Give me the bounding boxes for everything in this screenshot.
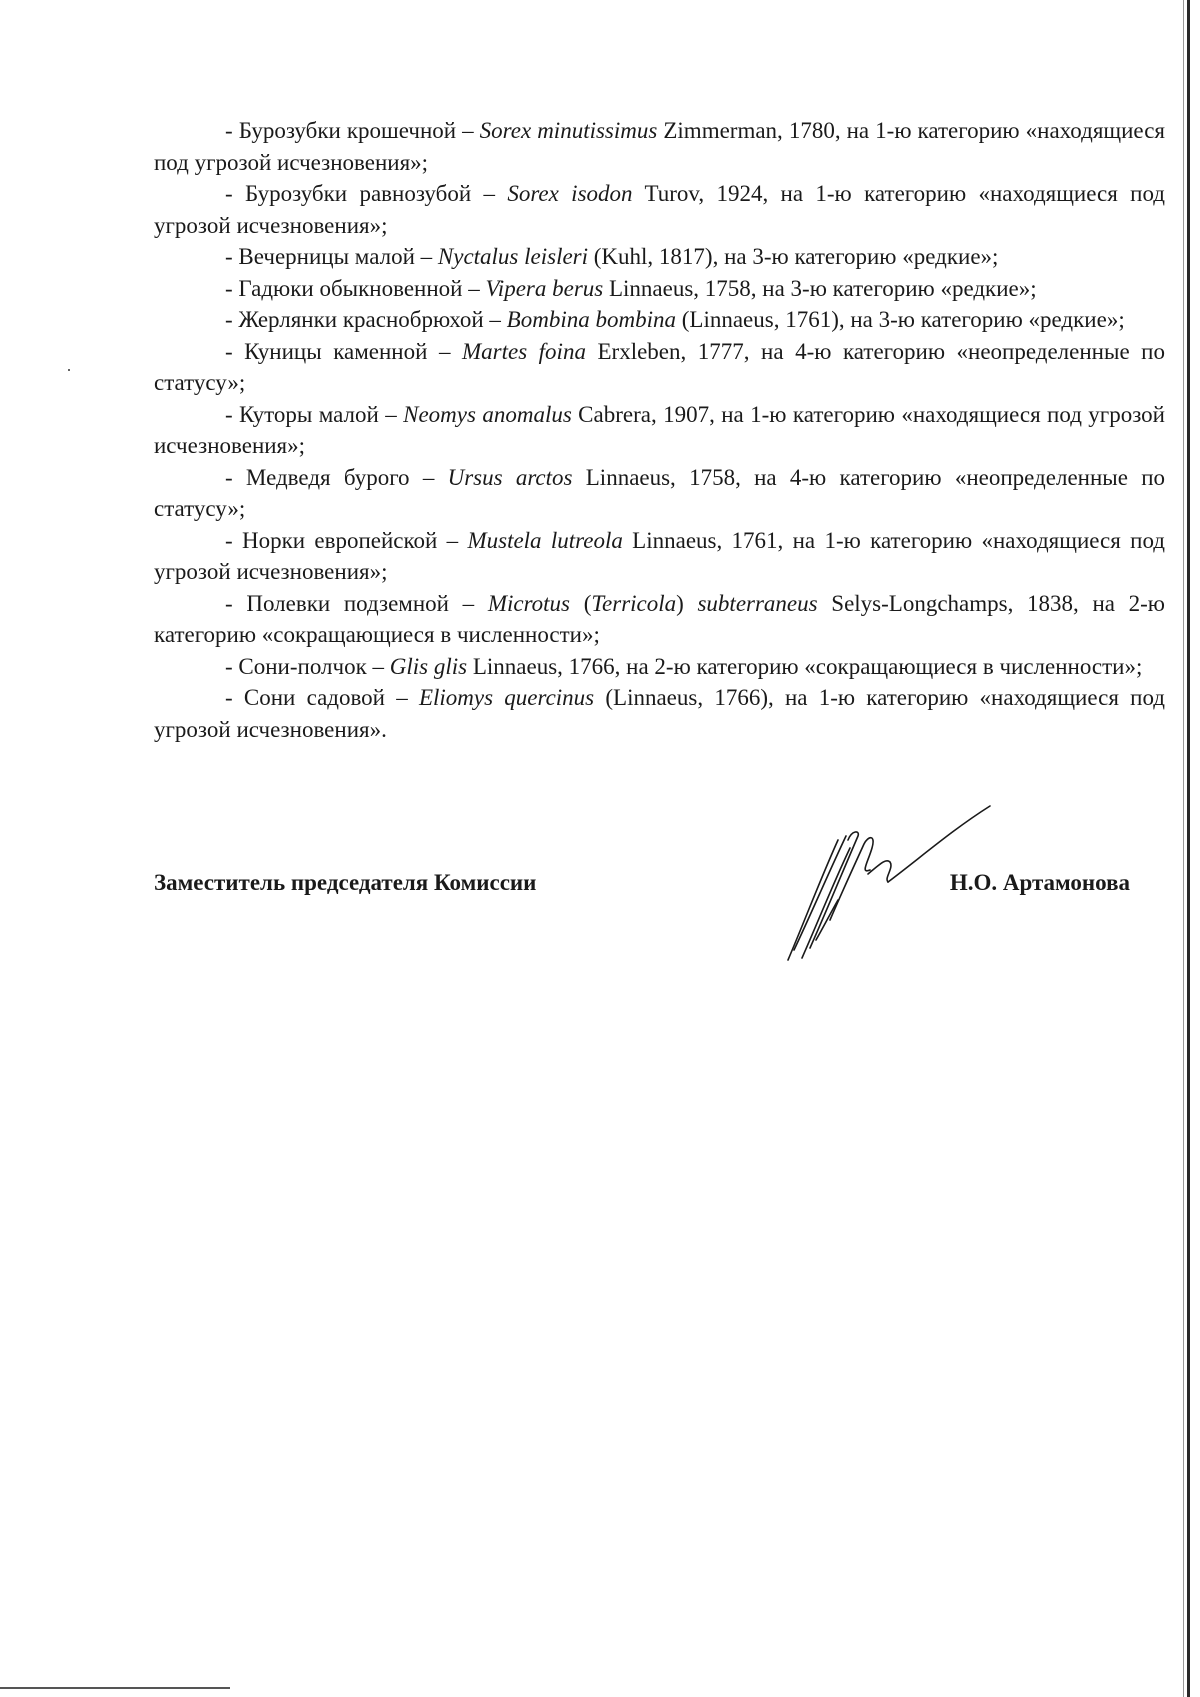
species-name-ru: - Сони садовой – (225, 685, 419, 710)
species-name-latin: Sorex isodon (507, 181, 633, 206)
signature-block (154, 870, 1165, 910)
list-item (154, 588, 1165, 651)
species-name-latin: Glis glis (389, 653, 468, 679)
species-name-ru: - Сони-полчок – (225, 653, 390, 679)
list-item (154, 525, 1165, 588)
species-name-ru: - Медведя бурого – (225, 464, 448, 490)
species-name-ru: - Жерлянки краснобрюхой – (225, 307, 507, 332)
species-category: Zimmerman, 1780, на 1-ю категорию «находящиеся под угрозой исчезновения»; (154, 118, 1165, 175)
species-name-latin: Mustela lutreola (467, 527, 623, 553)
species-category: (Kuhl, 1817), на 3-ю категорию «редкие»; (588, 244, 999, 269)
species-name-latin: Ursus arctos (447, 464, 573, 490)
scan-dot (68, 369, 70, 371)
page-edge-right (1187, 0, 1190, 1697)
species-category: Linnaeus, 1758, на 4-ю категорию «неопределенные по статусу»; (154, 464, 1166, 521)
species-category: Linnaeus, 1766, на 2-ю категорию «сокращающиеся в численности»; (467, 653, 1143, 679)
species-name-latin: Martes foina (461, 338, 586, 364)
text-fragment: ( (570, 590, 592, 616)
species-name-latin: Nyctalus leisleri (437, 244, 589, 269)
species-name-ru: - Куторы малой – (225, 401, 404, 427)
species-name-latin: Sorex minutissimus (479, 118, 658, 143)
list-item (154, 651, 1165, 683)
signatory-name: Н.О. Артамонова (949, 870, 1130, 895)
species-name-ru: - Бурозубки крошечной – (225, 118, 480, 143)
species-category: Erxleben, 1777, на 4-ю категорию «неопределенные по статусу»; (154, 338, 1165, 395)
list-item (154, 178, 1165, 241)
species-name-latin: Bombina bombina (506, 307, 676, 332)
page-edge-right-thin (1183, 0, 1184, 1697)
document-body (154, 115, 1165, 745)
list-item (154, 115, 1165, 178)
species-name-ru: - Вечерницы малой – (225, 244, 438, 269)
list-item (154, 241, 1165, 273)
list-item (154, 399, 1165, 462)
text-fragment: ) (676, 590, 698, 616)
species-name-latin: Eliomys quercinus (418, 685, 595, 710)
species-category: Cabrera, 1907, на 1-ю категорию «находящиеся под угрозой исчезновения»; (154, 401, 1165, 458)
page-edge-bottom (0, 1687, 230, 1689)
list-item (154, 304, 1165, 336)
list-item (154, 682, 1165, 745)
species-category: Linnaeus, 1758, на 3-ю категорию «редкие»; (603, 275, 1037, 301)
species-name-ru: - Бурозубки равнозубой – (225, 181, 508, 206)
species-name-ru: - Куницы каменной – (225, 338, 462, 364)
species-subgenus-latin: Terricola (591, 590, 677, 616)
species-name-ru: - Норки европейской – (225, 527, 468, 553)
species-category: Selys-Longchamps, 1838, на 2-ю категорию «сокращающиеся в численности»; (154, 590, 1165, 647)
species-category: Turov, 1924, на 1-ю категорию «находящиеся под угрозой исчезновения»; (154, 181, 1165, 238)
species-epithet-latin: subterraneus (697, 590, 818, 616)
species-name-ru: - Гадюки обыкновенной – (225, 275, 486, 301)
species-name-ru: - Полевки подземной – (225, 590, 488, 616)
signatory-title: Заместитель председателя Комиссии (154, 870, 537, 895)
species-name-latin: Microtus (487, 590, 571, 616)
species-category: (Linnaeus, 1766), на 1-ю категорию «находящиеся под угрозой исчезновения». (154, 685, 1165, 742)
species-name-latin: Vipera berus (485, 275, 604, 301)
list-item (154, 273, 1165, 305)
list-item (154, 336, 1165, 399)
list-item (154, 462, 1165, 525)
species-name-latin: Neomys anomalus (403, 401, 572, 427)
species-category: Linnaeus, 1761, на 1-ю категорию «находящиеся под угрозой исчезновения»; (154, 527, 1166, 584)
species-category: (Linnaeus, 1761), на 3-ю категорию «редкие»; (675, 307, 1125, 332)
